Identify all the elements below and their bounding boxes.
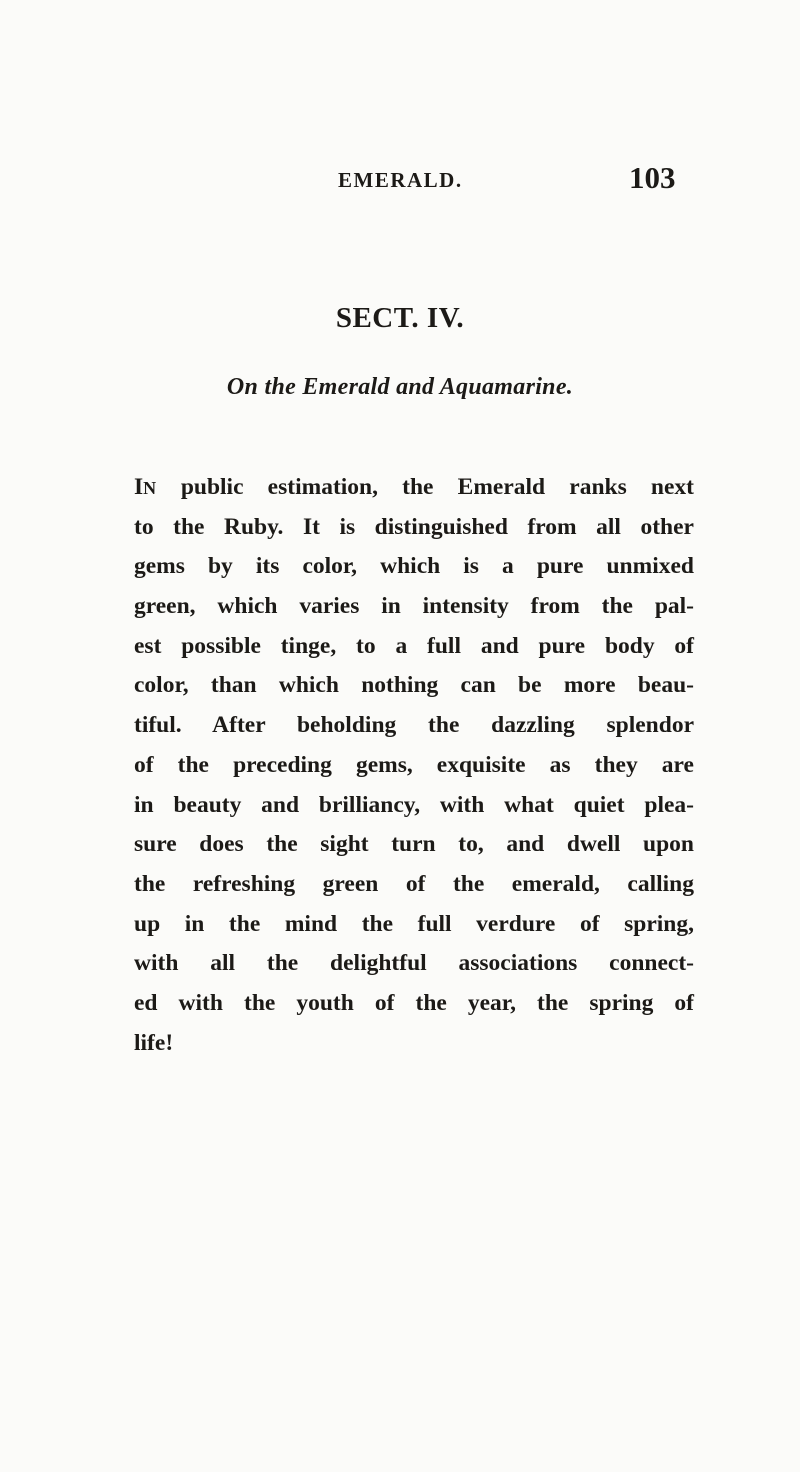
text-line: est possible tinge, to a full and pure body of [134, 632, 694, 659]
text-line: up in the mind the full verdure of spring, [134, 910, 694, 937]
text-line: of the preceding gems, exquisite as they are [134, 751, 694, 778]
text-line: to the Ruby. It is distinguished from all other [134, 513, 694, 540]
drop-word: IN [134, 474, 157, 500]
section-heading: SECT. IV. [335, 302, 465, 334]
running-head: EMERALD. [338, 168, 463, 192]
text-line: green, which varies in intensity from the pal- [134, 593, 694, 620]
page-number: 103 [629, 160, 676, 195]
text-line: with all the delightful associations connect- [134, 950, 694, 977]
paragraph [134, 468, 694, 1063]
text-line: IN public estimation, the Emerald ranks next [134, 474, 694, 500]
text-line-last: life! [134, 1029, 174, 1056]
page-header [0, 160, 800, 200]
text-line: in beauty and brilliancy, with what quiet plea- [134, 791, 694, 818]
text-line: color, than which nothing can be more beau- [134, 672, 694, 699]
section-subtitle: On the Emerald and Aquamarine. [226, 374, 574, 400]
text-line: ed with the youth of the year, the spring of [134, 989, 694, 1016]
text-line: sure does the sight turn to, and dwell upon [134, 831, 694, 858]
text-line: the refreshing green of the emerald, calling [134, 870, 694, 897]
text-line: gems by its color, which is a pure unmixed [134, 553, 694, 580]
text-line: tiful. After beholding the dazzling splendor [134, 712, 694, 739]
